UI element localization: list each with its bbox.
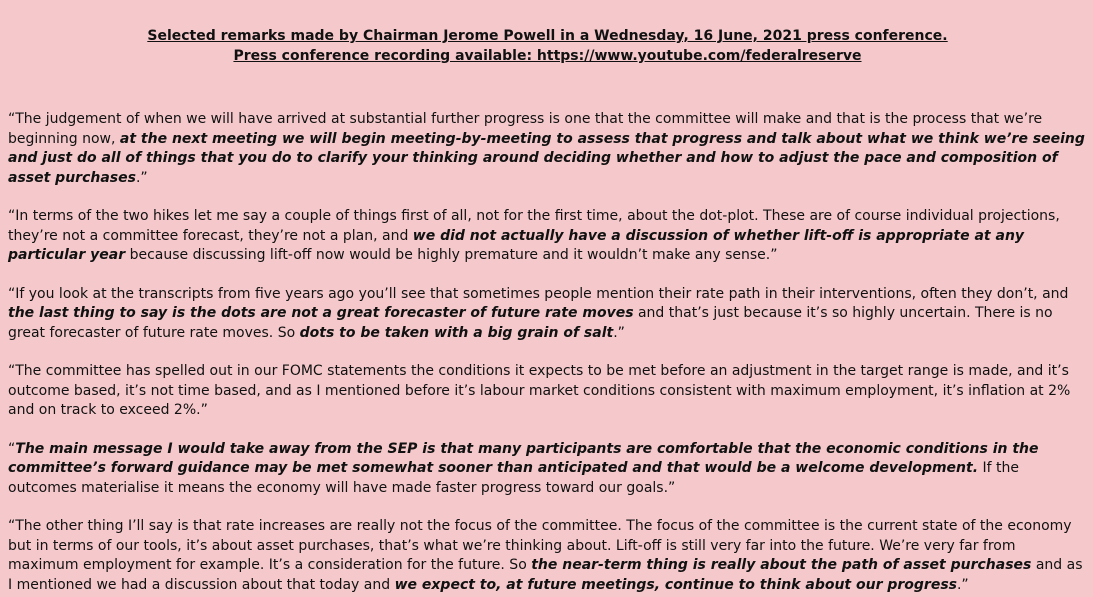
quote-emphasis: the last thing to say is the dots are not a great forecaster of future rate moves	[8, 305, 634, 321]
quote-text: “If you look at the transcripts from five years ago you’ll see that sometimes people mention their rate path in their interventions, often they don’t, and	[8, 285, 1069, 302]
quote-text: If the outcomes materialise it means the economy will have made faster progress toward our goals.”	[8, 460, 1019, 496]
quote-paragraph	[8, 362, 1087, 421]
quote-text: “In terms of the two hikes let me say a couple of things first of all, not for the first time, about the dot-plot. These are of course individual projections, they’re not a committee forecast, they’re not a plan, and	[8, 208, 1060, 244]
quote-emphasis: we did not actually have a discussion of whether lift-off is appropriate at any particular year	[8, 227, 1025, 263]
quote-text: .”	[135, 169, 148, 186]
quote-paragraph	[8, 207, 1087, 266]
quote-text: “	[8, 440, 16, 457]
quote-text: .”	[613, 324, 625, 341]
quote-text: “The other thing I’ll say is that rate increases are really not the focus of the committee. The focus of the committee is the current state of the economy but in terms of our tools, it’s about asset purchases, that’s what we’re thinking about. Lift-off is still very far into the future. We’re very far from maximum employment for example. It’s a consideration for the future. So	[8, 518, 1072, 573]
quote-paragraph	[8, 517, 1087, 595]
quote-paragraph	[8, 285, 1087, 344]
quotes-section	[8, 110, 1087, 595]
quote-paragraph	[8, 440, 1087, 499]
quote-text: .”	[956, 576, 969, 593]
document-header	[8, 0, 1087, 66]
quote-text: “The committee has spelled out in our FOMC statements the conditions it expects to be met before an adjustment in the target range is made, and it’s outcome based, it’s not time based, and as I mentioned before it’s labour market conditions consistent with maximum employment, it’s inflation at 2% and on track to exceed 2%.”	[8, 363, 1071, 418]
header-recording-link[interactable]: Press conference recording available: https://www.youtube.com/federalreserve	[233, 48, 862, 64]
quote-emphasis: at the next meeting we will begin meeting-by-meeting to assess that progress and talk about what we think we’re seeing and just do all of things that you do to clarify your thinking around deciding whether and how to adjust the pace and composition of asset purchases	[8, 130, 1085, 186]
quote-emphasis: The main message I would take away from the SEP is that many participants are comfortable that the economic conditions in the committee’s forward guidance may be met somewhat sooner than anticipated and that would be a welcome development.	[8, 440, 1039, 476]
quote-text: because discussing lift-off now would be highly premature and it wouldn’t make any sense.”	[125, 247, 778, 263]
quote-emphasis: we expect to, at future meetings, continue to think about our progress	[394, 576, 957, 593]
quote-text: and as I mentioned we had a discussion about that today and	[8, 557, 1083, 593]
quote-emphasis: dots to be taken with a big grain of salt	[299, 324, 614, 341]
header-title: Selected remarks made by Chairman Jerome Powell in a Wednesday, 16 June, 2021 press conference.	[147, 28, 948, 44]
quote-text: and that’s just because it’s so highly uncertain. There is no great forecaster of future rate moves. So	[8, 305, 1053, 341]
quote-text: “The judgement of when we will have arrived at substantial further progress is one that the committee will make and that is the process that we’re beginning now,	[8, 111, 1043, 147]
quote-emphasis: the near-term thing is really about the path of asset purchases	[531, 557, 1032, 573]
quote-paragraph	[8, 110, 1087, 188]
